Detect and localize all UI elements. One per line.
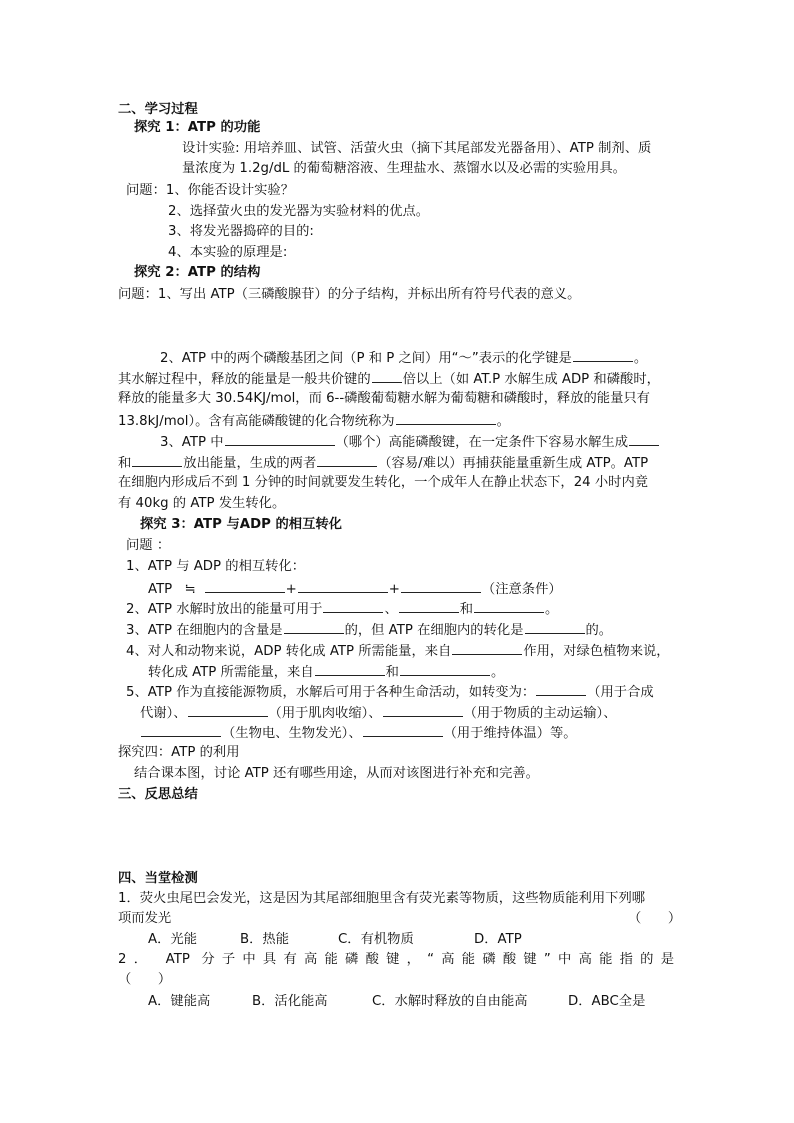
explore-2-title: 探究 2：ATP 的结构 [134, 265, 261, 280]
q2-option-c[interactable]: C．水解时释放的自由能高 [372, 994, 528, 1009]
blank-bioelectric[interactable] [141, 722, 221, 737]
blank-animal-energy[interactable] [452, 640, 522, 655]
test-question-1-answer-paren[interactable]: （ ） [628, 911, 682, 926]
blank-body-heat[interactable] [363, 722, 443, 737]
design-text-line2: 量浓度为 1.2g/dL 的葡萄糖溶液、生理盐水、蒸馏水以及必需的实验用具。 [182, 161, 626, 176]
section-heading-2: 二、学习过程 [118, 102, 198, 117]
blank-muscle[interactable] [188, 702, 268, 717]
q2-option-d[interactable]: D．ABC全是 [568, 994, 646, 1009]
item-5-line1: 5、ATP 作为直接能源物质，水解后可用于各种生命活动，如转变为： （用于合成 [126, 681, 654, 703]
blank-product-2[interactable] [132, 452, 182, 467]
item-1: 1、ATP 与 ADP 的相互转化： [126, 559, 306, 574]
para2-line3: 释放的能量多大 30.54KJ/mol，而 6--磷酸葡萄糖水解为葡萄糖和磷酸时，释放的能量只有 [118, 391, 650, 406]
blank-times[interactable] [372, 368, 402, 383]
design-text-line1: 设计实验: 用培养皿、试管、活萤火虫（摘下其尾部发光器备用）、ATP 制剂、质 [182, 141, 652, 156]
blank-easy-hard[interactable] [317, 452, 377, 467]
item-5-line3: （生物电、生物发光）、 （用于维持体温）等。 [140, 722, 577, 744]
section-heading-3: 三、反思总结 [118, 787, 198, 802]
explore-4-text: 结合课本图，讨论 ATP 还有哪些用途，从而对该图进行补充和完善。 [134, 766, 539, 781]
blank-chemical-bond[interactable] [573, 347, 633, 362]
q1-option-b[interactable]: B．热能 [240, 932, 290, 947]
para2-line4: 13.8kJ/mol）。含有高能磷酸键的化合物统称为 。 [118, 410, 510, 432]
blank-use-2[interactable] [399, 598, 459, 613]
item-2: 2、ATP 水解时放出的能量可用于 、 和 。 [126, 598, 558, 620]
item-4-line1: 4、对人和动物来说，ADP 转化成 ATP 所需能量，来自 作用，对绿色植物来说， [126, 640, 670, 662]
q2-option-b[interactable]: B．活化能高 [252, 994, 328, 1009]
blank-eq-1[interactable] [205, 578, 285, 593]
para3-line4: 有 40kg 的 ATP 发生转化。 [118, 496, 286, 511]
test-question-1-line1: 1．荧火虫尾巴会发光，这是因为其尾部细胞里含有荧光素等物质，这些物质能利用下列哪 [118, 891, 646, 906]
para2-line1: 2、ATP 中的两个磷酸基团之间（P 和 P 之间）用“～”表示的化学键是 。 [160, 347, 647, 369]
para3-line3: 在细胞内形成后不到 1 分钟的时间就要发生转化，一个成年人在静止状态下，24 小时内竟 [118, 475, 649, 490]
blank-eq-2[interactable] [298, 578, 388, 593]
explore-4-title: 探究四：ATP 的利用 [118, 745, 240, 760]
blank-plant-energy-1[interactable] [315, 661, 385, 676]
conversion-equation: ATP ≒ + + （注意条件） [148, 578, 562, 600]
section-heading-4: 四、当堂检测 [118, 871, 198, 886]
question-row-1 [126, 181, 294, 201]
para2-line2: 其水解过程中，释放的能量是一般共价键的 倍以上（如 AT.P 水解生成 ADP 和磷酸时， [118, 368, 660, 390]
blank-eq-3[interactable] [401, 578, 481, 593]
structure-question-1: 问题：1、写出 ATP（三磷酸腺苷）的分子结构，并标出所有符号代表的意义。 [118, 287, 581, 302]
blank-compound-name[interactable] [396, 410, 496, 425]
blank-conversion[interactable] [525, 619, 585, 634]
explore-1-title: 探究 1：ATP 的功能 [134, 120, 261, 135]
blank-content[interactable] [284, 619, 344, 634]
question-3: 3、将发光器捣碎的目的: [168, 224, 314, 239]
q1-option-a[interactable]: A．光能 [148, 932, 197, 947]
question-1: 1、你能否设计实验？ [165, 183, 295, 198]
question-4: 4、本实验的原理是: [168, 245, 288, 260]
explore-3-title: 探究 3：ATP 与ADP 的相互转化 [140, 517, 342, 532]
blank-which-bond[interactable] [225, 431, 335, 446]
q1-option-c[interactable]: C．有机物质 [338, 932, 414, 947]
explore-3-question-label: 问题 ： [126, 538, 171, 553]
item-3: 3、ATP 在细胞内的含量是 的，但 ATP 在细胞内的转化是 的。 [126, 619, 612, 641]
blank-transport[interactable] [383, 702, 463, 717]
blank-use-1[interactable] [323, 598, 383, 613]
para3-line1: 3、ATP 中 （哪个）高能磷酸键，在一定条件下容易水解生成 [160, 431, 660, 453]
para3-line2: 和 放出能量，生成的两者 （容易/难以）再捕获能量重新生成 ATP。ATP [118, 452, 648, 474]
question-label: 问题： [126, 183, 166, 198]
q2-option-a[interactable]: A．键能高 [148, 994, 211, 1009]
blank-synthesis[interactable] [536, 681, 586, 696]
test-question-2-answer-paren[interactable]: （ ） [118, 972, 172, 987]
question-2: 2、选择萤火虫的发光器为实验材料的优点。 [168, 204, 430, 219]
blank-use-3[interactable] [474, 598, 544, 613]
q1-option-d[interactable]: D．ATP [474, 932, 522, 947]
test-question-2-line1: 2． ATP 分子中具有高能磷酸键，“高能磷酸键”中高能指的是 [118, 952, 674, 967]
test-question-1-line2: 项而发光 [118, 911, 172, 926]
blank-plant-energy-2[interactable] [400, 661, 490, 676]
item-5-line2: 代谢）、 （用于肌肉收缩）、 （用于物质的主动运输）、 [140, 702, 617, 724]
blank-product-1[interactable] [629, 431, 659, 446]
reversible-arrow-icon: ≒ [184, 582, 196, 597]
item-4-line2: 转化成 ATP 所需能量，来自 和 。 [148, 661, 504, 683]
